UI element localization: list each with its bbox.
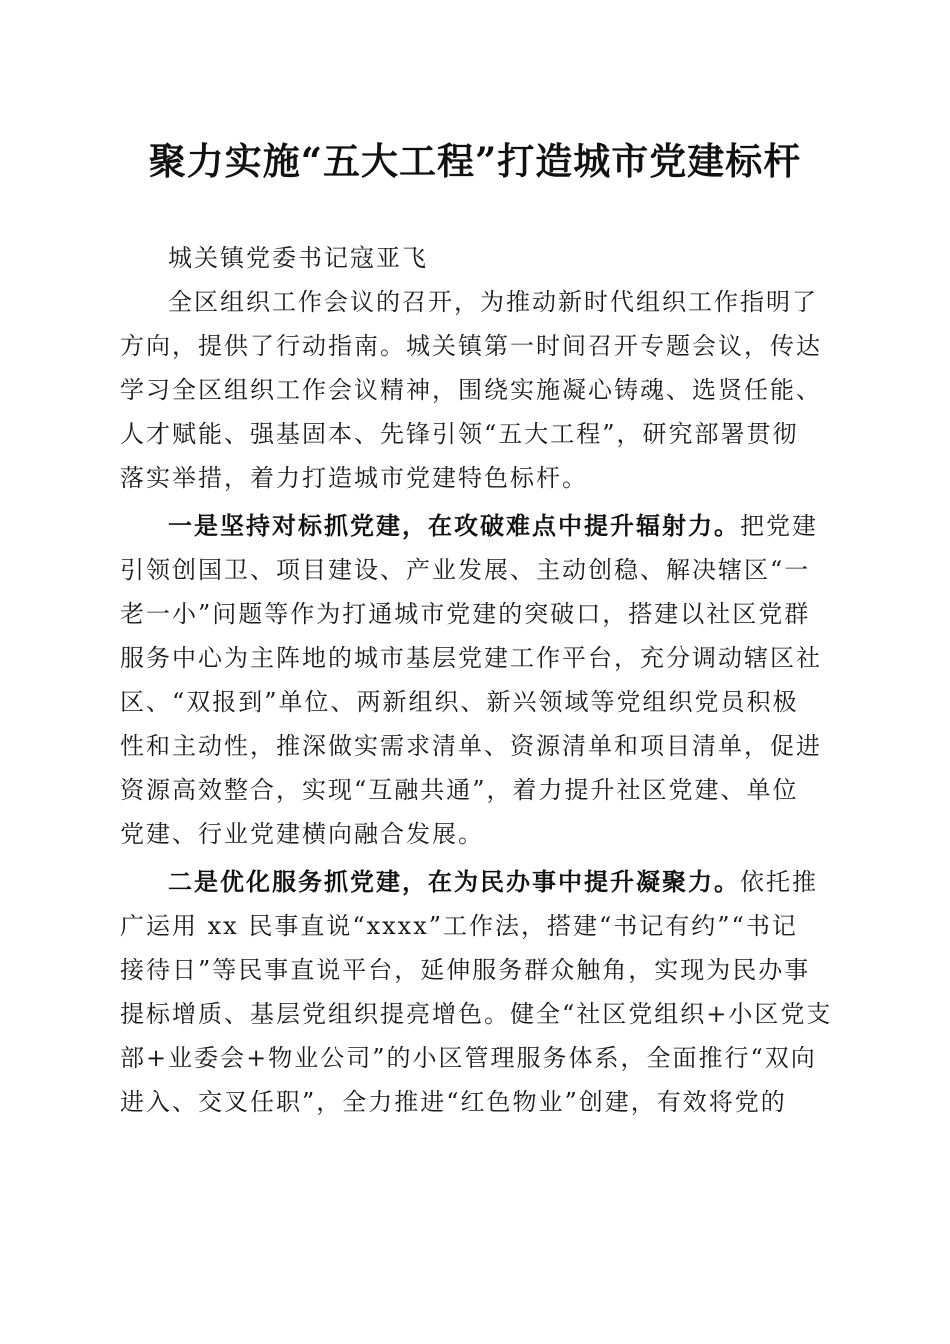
paragraph-line: 人才赋能、强基固本、先锋引领“五大工程”，研究部署贯彻 (120, 420, 799, 448)
paragraph-line: 提标增质、基层党组织提亮增色。健全“社区党组织+小区党支 (120, 1000, 832, 1028)
paragraph-line: 服务中心为主阵地的城市基层党建工作平台，充分调动辖区社 (120, 644, 822, 672)
section2-lead-rest: 依托推 (740, 868, 818, 896)
document-body (120, 236, 832, 1124)
paragraph-line: 老一小”问题等作为打通城市党建的突破口，搭建以社区党群 (120, 600, 811, 628)
section1-paragraph (120, 504, 832, 856)
paragraph-line: 区、“双报到”单位、两新组织、新兴领域等党组织党员积极 (120, 688, 799, 716)
paragraph-line: 学习全区组织工作会议精神，围绕实施凝心铸魂、选贤任能、 (120, 376, 822, 404)
section1-lead-rest: 把党建 (740, 512, 818, 540)
paragraph-line: 性和主动性，推深做实需求清单、资源清单和项目清单，促进 (120, 732, 822, 760)
paragraph-line (120, 860, 832, 904)
paragraph-line: 全区组织工作会议的召开，为推动新时代组织工作指明了 (168, 288, 818, 316)
paragraph-line: 落实举措，着力打造城市党建特色标杆。 (120, 464, 588, 492)
section2-paragraph (120, 860, 832, 1124)
paragraph-line: 广运用 xx 民事直说“xxxx”工作法，搭建“书记有约”“书记 (120, 912, 798, 940)
section1-lead: 一是坚持对标抓党建，在攻破难点中提升辐射力。 (168, 511, 740, 540)
paragraph-line: 引领创国卫、项目建设、产业发展、主动创稳、解决辖区“一 (120, 556, 811, 584)
paragraph-line: 党建、行业党建横向融合发展。 (120, 820, 484, 848)
document-title: 聚力实施“五大工程”打造城市党建标杆 (148, 139, 802, 183)
intro-paragraph (120, 280, 832, 500)
byline: 城关镇党委书记寇亚飞 (168, 244, 428, 272)
paragraph-line: 方向，提供了行动指南。城关镇第一时间召开专题会议，传达 (120, 332, 822, 360)
paragraph-line (120, 504, 832, 548)
paragraph-line: 部+业委会+物业公司”的小区管理服务体系，全面推行“双向 (120, 1044, 817, 1072)
paragraph-line: 资源高效整合，实现“互融共通”，着力提升社区党建、单位 (120, 776, 799, 804)
section2-lead: 二是优化服务抓党建，在为民办事中提升凝聚力。 (168, 867, 740, 896)
paragraph-line: 接待日”等民事直说平台，延伸服务群众触角，实现为民办事 (120, 956, 811, 984)
paragraph-line: 进入、交叉任职”，全力推进“红色物业”创建，有效将党的 (120, 1088, 787, 1116)
